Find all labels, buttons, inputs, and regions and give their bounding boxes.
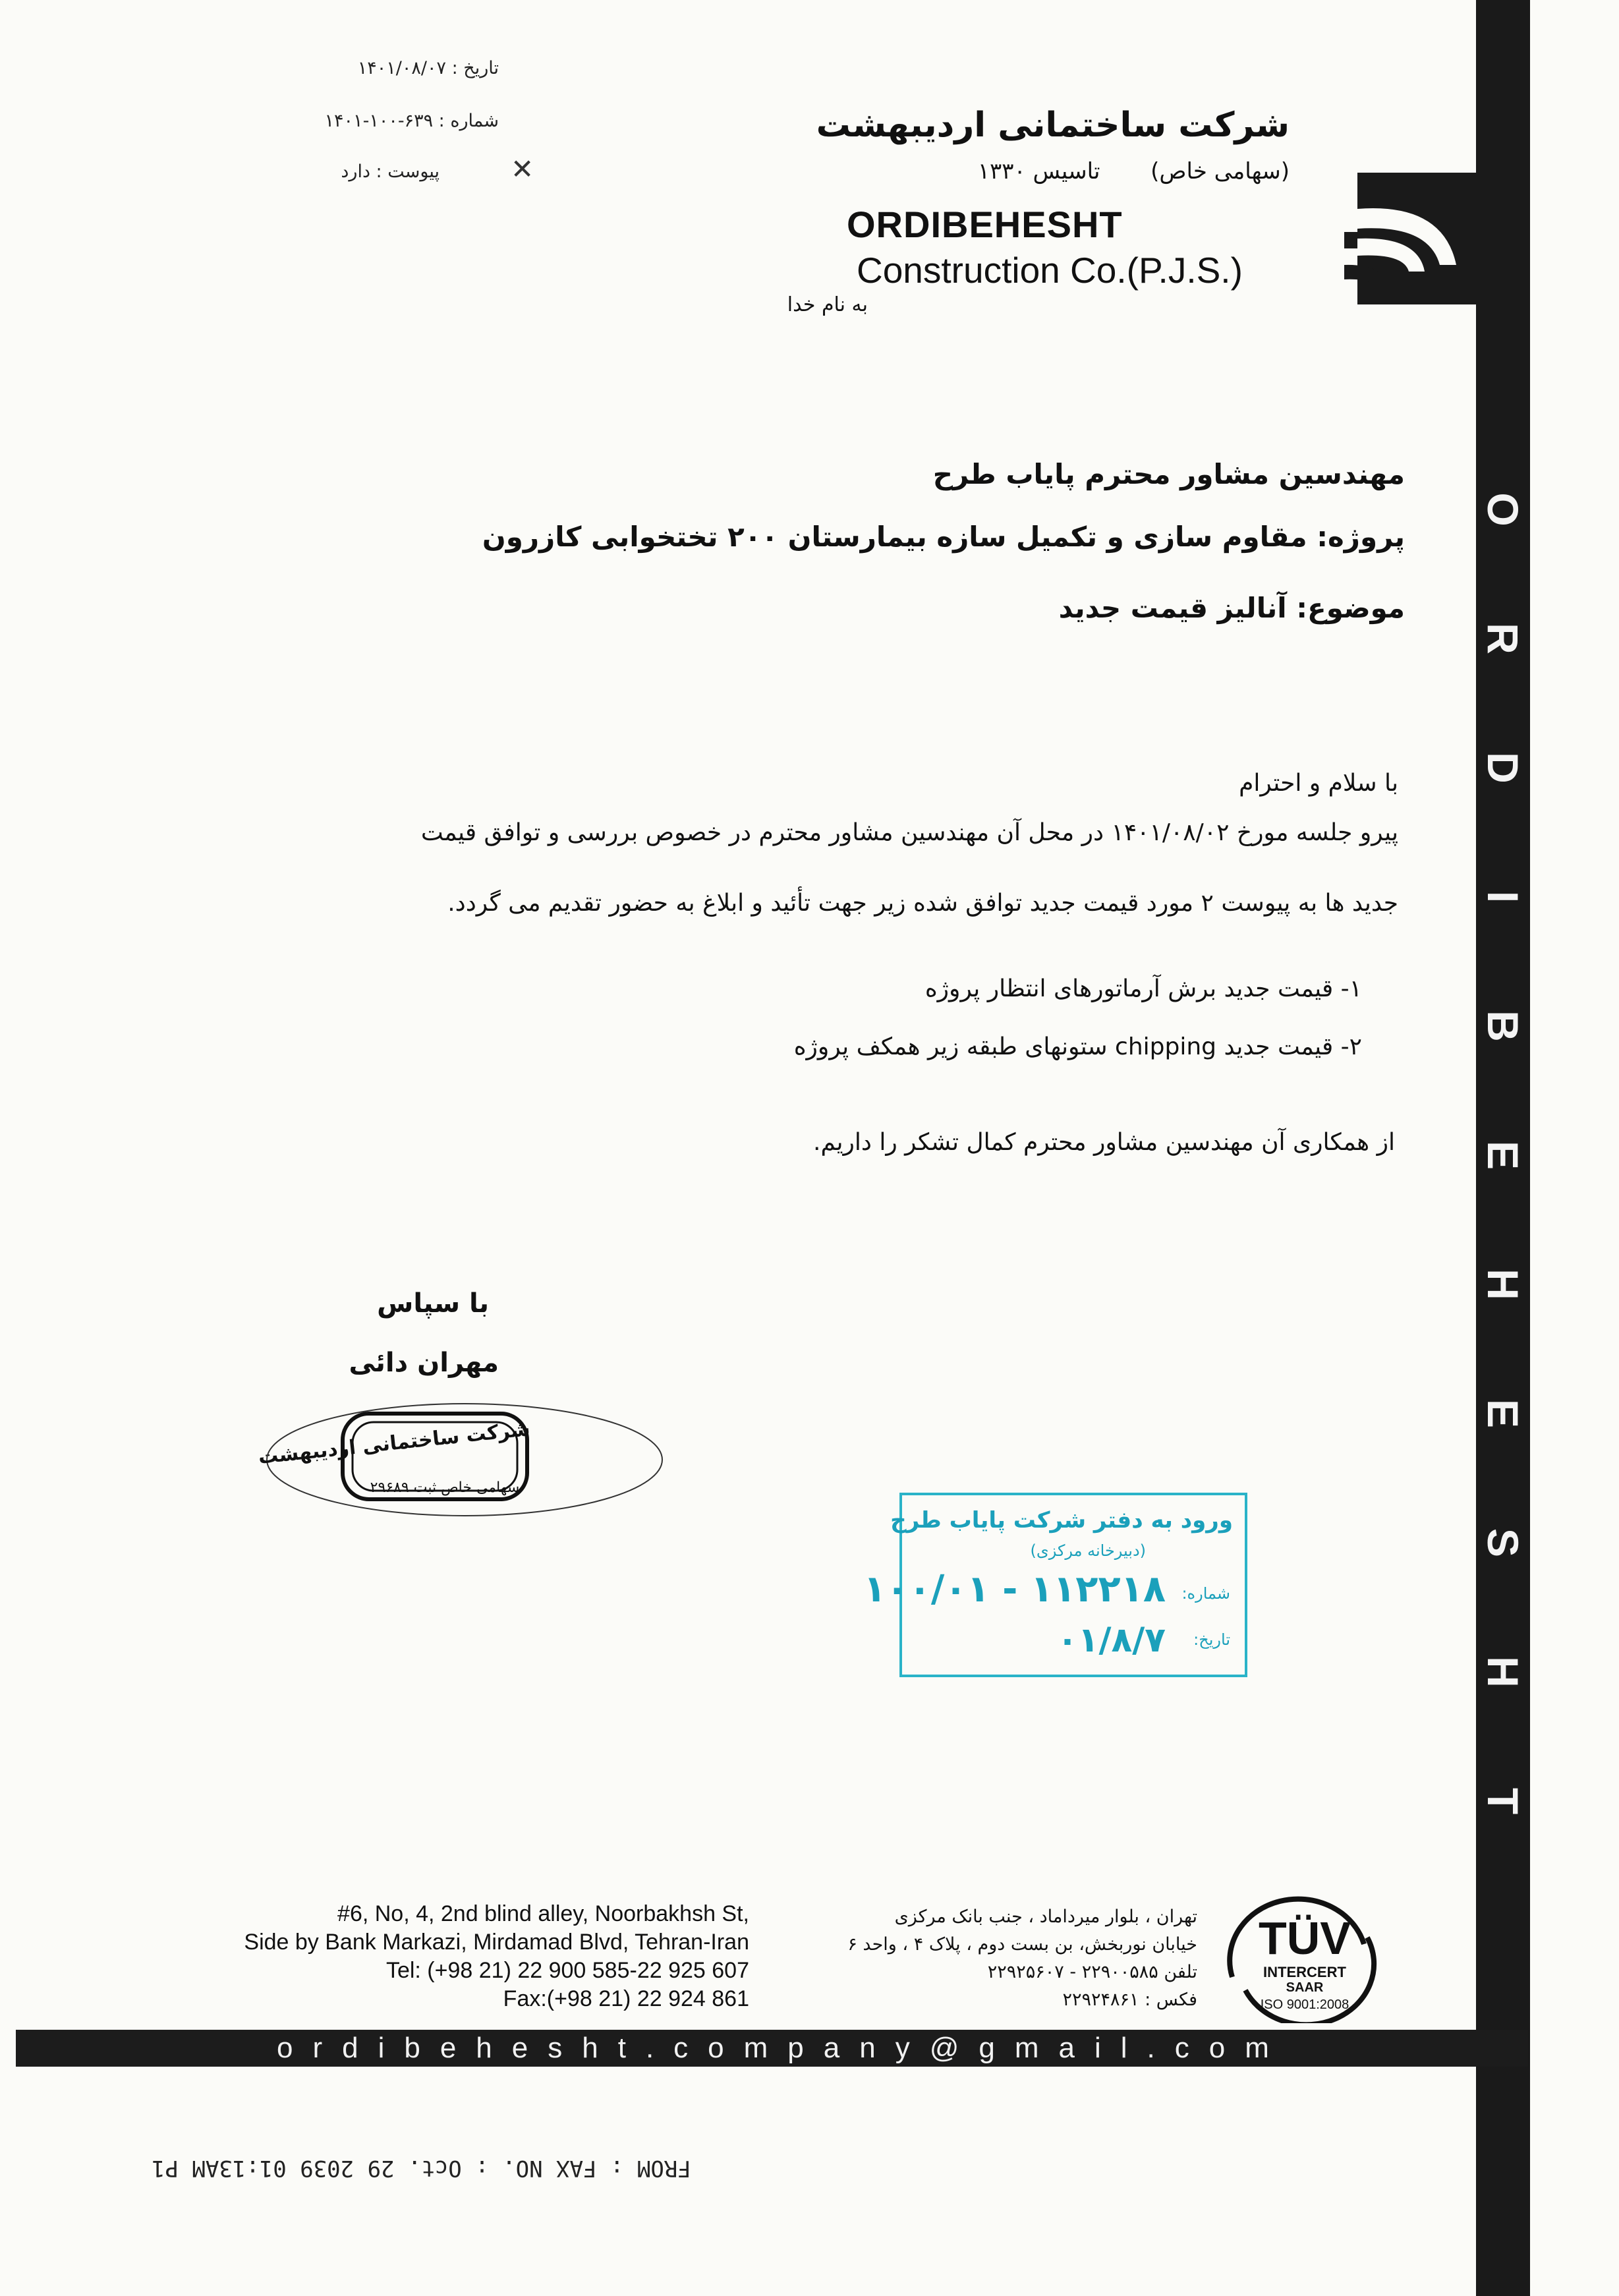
side-band-letter: O xyxy=(1479,492,1527,527)
side-band-letter: E xyxy=(1479,1140,1527,1170)
company-established: تاسیس ۱۳۳۰ xyxy=(977,158,1100,185)
tuv-line1: INTERCERT xyxy=(1263,1964,1346,1980)
address-en-line1: #6, No, 4, 2nd blind alley, Noorbakhsh St, xyxy=(337,1901,749,1926)
company-logo xyxy=(1344,173,1476,304)
signature-name: مهران دائی xyxy=(349,1348,499,1378)
greeting: با سلام و احترام xyxy=(1239,770,1398,797)
basmala: به نام خدا xyxy=(787,293,868,316)
stamp-date: ۰۱/۸/۷ xyxy=(1057,1621,1166,1660)
seal-sub-text: سهامی خاص ثبت ۲۹۶۸۹ xyxy=(370,1479,520,1496)
addressee: مهندسین مشاور محترم پایاب طرح xyxy=(932,458,1405,490)
address-fa-fax: فکس : ۲۲۹۲۴۸۶۱ xyxy=(1062,1990,1197,2010)
stamp-title: ورود به دفتر شرکت پایاب طرح xyxy=(890,1507,1233,1534)
side-band-letter: S xyxy=(1479,1528,1527,1558)
address-en-line2: Side by Bank Markazi, Mirdamad Blvd, Tehran-Iran xyxy=(244,1930,749,1955)
body-paragraph-line2: جدید ها به پیوست ۲ مورد قیمت جدید توافق شده زیر جهت تأئید و ابلاغ به حضور تقدیم می گردد. xyxy=(447,890,1398,917)
tuv-cert-logo xyxy=(1206,1891,1390,2023)
footer-email: ordibehesht.company@gmail.com xyxy=(277,2032,1289,2064)
side-band-letter: H xyxy=(1479,1269,1527,1300)
fax-transmission-header: FROM : FAX NO. : Oct. 29 2039 01:13AM P1 xyxy=(152,2155,691,2181)
company-type-fa: (سهامی خاص) xyxy=(1150,158,1290,185)
address-en-fax: Fax:(+98 21) 22 924 861 xyxy=(503,1986,749,2011)
address-fa-line1: تهران ، بلوار میرداماد ، جنب بانک مرکزی xyxy=(894,1907,1197,1927)
seal-text: شرکت ساختمانی اردیبهشت xyxy=(257,1417,532,1470)
side-band-letter: I xyxy=(1479,890,1527,904)
stamp-number: ۱۰۰/۰۱ - ۱۱۲۲۱۸ xyxy=(863,1568,1166,1611)
address-fa-line2: خیابان نوربخش، بن بست دوم ، پلاک ۴ ، واحد ۶ xyxy=(847,1934,1197,1955)
side-band-letter: H xyxy=(1479,1656,1527,1688)
list-item-1: ۱- قیمت جدید برش آرماتورهای انتظار پروژه xyxy=(924,975,1362,1002)
attachment-check-icon: ✕ xyxy=(511,153,534,185)
side-band-letter: T xyxy=(1479,1787,1527,1815)
attachment-label: پیوست : دارد xyxy=(341,161,440,182)
company-name-fa: شرکت ساختمانی اردیبهشت xyxy=(816,105,1290,145)
company-name-en: ORDIBEHESHT xyxy=(847,204,1123,245)
side-band-letter: B xyxy=(1479,1010,1527,1042)
tuv-line2: SAAR xyxy=(1286,1980,1324,1995)
letter-number: شماره : ۶۳۹-۱۰۰-۱۴۰۱ xyxy=(324,111,499,131)
letter-date: تاریخ : ۱۴۰۱/۰۸/۰۷ xyxy=(357,58,499,78)
tuv-line3: ISO 9001:2008 xyxy=(1260,1997,1349,2012)
tuv-mark: TÜV xyxy=(1259,1912,1351,1964)
subject-line: موضوع: آنالیز قیمت جدید xyxy=(1058,592,1405,624)
stamp-subtitle: (دبیرخانه مرکزی) xyxy=(1030,1541,1146,1560)
closing-line: از همکاری آن مهندسین مشاور محترم کمال تشکر را داریم. xyxy=(813,1129,1395,1156)
list-item-2: ۲- قیمت جدید chipping ستونهای طبقه زیر همکف پروژه xyxy=(793,1033,1362,1060)
company-subtitle-fa xyxy=(978,158,1290,185)
received-stamp xyxy=(863,1493,1247,1677)
project-line: پروژه: مقاوم سازی و تکمیل سازه بیمارستان ۲۰۰ تختخوابی کازرون xyxy=(482,521,1405,553)
side-band-letter: D xyxy=(1479,752,1527,784)
side-band-letter: R xyxy=(1479,623,1527,654)
stamp-date-label: تاریخ: xyxy=(1193,1630,1230,1649)
address-en-tel: Tel: (+98 21) 22 900 585-22 925 607 xyxy=(385,1958,749,1983)
company-type-en: Construction Co.(P.J.S.) xyxy=(857,250,1243,291)
stamp-number-label: شماره: xyxy=(1181,1584,1230,1603)
body-paragraph-line1: پیرو جلسه مورخ ۱۴۰۱/۰۸/۰۲ در محل آن مهندسین مشاور محترم در خصوص بررسی و توافق قیمت xyxy=(420,819,1398,846)
address-fa-tel: تلفن ۲۲۹۰۰۵۸۵ - ۲۲۹۲۵۶۰۷ xyxy=(987,1962,1197,1982)
side-band-letter: E xyxy=(1479,1398,1527,1429)
signature-thanks: با سپاس xyxy=(377,1288,489,1319)
